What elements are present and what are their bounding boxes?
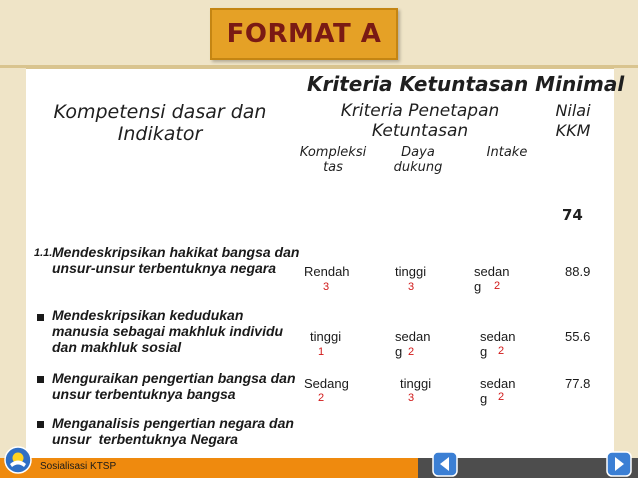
penetapan-heading-line1: Kriteria Penetapan (340, 101, 500, 121)
row-3-daya-dukung: tinggi (400, 376, 432, 391)
indicator-4-text (52, 415, 294, 447)
row-2-daya-score: 2 (408, 346, 415, 358)
kompetensi-heading-line1: Kompetensi dasar dan (53, 101, 267, 123)
row-3-kompleksitas: Sedang (304, 376, 349, 391)
indicator-4-line2: unsur terbentuknya Negara (52, 431, 238, 447)
slide-title: FORMAT A (226, 19, 382, 49)
right-band (614, 68, 638, 460)
daya-dukung-heading (389, 145, 447, 175)
indicator-4-line1: Menganalisis pengertian negara dan (52, 415, 294, 431)
row-2-daya-a: sedan (395, 329, 431, 344)
row-3-nilai: 77.8 (565, 376, 591, 391)
row-1-kompleksitas-score: 3 (323, 281, 330, 293)
row-1-nilai: 88.9 (565, 264, 591, 279)
row-3-kompleksitas-score: 2 (318, 392, 325, 404)
left-band (0, 68, 26, 460)
tut-wuri-handayani-logo-icon (4, 446, 32, 474)
row-2-kompleksitas-score: 1 (318, 346, 325, 358)
nilai-heading-line2: KKM (555, 121, 591, 140)
indicator-2-line3: dan makhluk sosial (52, 339, 182, 355)
kkm-heading: Kriteria Ketuntasan Minimal (307, 72, 625, 96)
bullet-icon (37, 376, 44, 383)
top-accent-line (0, 65, 638, 69)
indicator-2-line2: manusia sebagai makhluk individu (52, 323, 284, 339)
indicator-2-line1: Mendeskripsikan kedudukan (52, 307, 244, 323)
intake-heading: Intake (486, 145, 528, 160)
previous-slide-button[interactable] (432, 451, 458, 477)
indicator-number: 1.1. (34, 247, 53, 259)
indicator-3-line2: unsur terbentuknya bangsa (52, 386, 236, 402)
row-2-daya-b: g (395, 344, 403, 359)
indicator-1-line2: unsur-unsur terbentuknya negara (52, 260, 277, 276)
kompleksitas-heading-line2: tas (323, 160, 343, 175)
indicator-2-text (52, 307, 283, 355)
indicator-3-line1: Menguraikan pengertian bangsa dan (52, 370, 296, 386)
row-3-intake-b: g (480, 391, 488, 406)
daya-heading-line2: dukung (393, 160, 443, 175)
bullet-icon (37, 421, 44, 428)
indicator-3-text (52, 370, 296, 402)
row-3-daya-score: 3 (408, 392, 415, 404)
row-1-daya-dukung: tinggi (395, 264, 427, 279)
penetapan-heading (330, 101, 510, 141)
row-1-intake-b: g (474, 279, 482, 294)
row-1-daya-score: 3 (408, 281, 415, 293)
row-1-intake-score: 2 (494, 280, 501, 292)
nilai-heading-line1: Nilai (555, 101, 591, 120)
indicator-1-text (52, 244, 299, 276)
kompleksitas-heading (299, 145, 367, 175)
kompetensi-heading-line2: Indikator (117, 123, 203, 145)
nilai-kkm-heading (553, 101, 593, 141)
kompetensi-heading (40, 101, 280, 145)
next-slide-button[interactable] (606, 451, 632, 477)
row-1-kompleksitas: Rendah (304, 264, 350, 279)
row-2-intake-a: sedan (480, 329, 516, 344)
row-2-kompleksitas: tinggi (310, 329, 342, 344)
row-2-intake-b: g (480, 344, 488, 359)
indicator-1-line1: Mendeskripsikan hakikat bangsa dan (52, 244, 300, 260)
row-3-intake-score: 2 (498, 391, 505, 403)
footer-label: Sosialisasi KTSP (40, 461, 117, 472)
row-1-intake (474, 264, 509, 294)
slide-title-box (210, 8, 398, 60)
row-2-intake-score: 2 (498, 345, 505, 357)
row-1-intake-a: sedan (474, 264, 510, 279)
kompleksitas-heading-line1: Kompleksi (299, 145, 367, 160)
daya-heading-line1: Daya (401, 145, 435, 160)
kkm-value: 74 (562, 206, 583, 224)
penetapan-heading-line2: Ketuntasan (371, 121, 469, 141)
bullet-icon (37, 314, 44, 321)
row-3-intake-a: sedan (480, 376, 516, 391)
row-2-nilai: 55.6 (565, 329, 591, 344)
